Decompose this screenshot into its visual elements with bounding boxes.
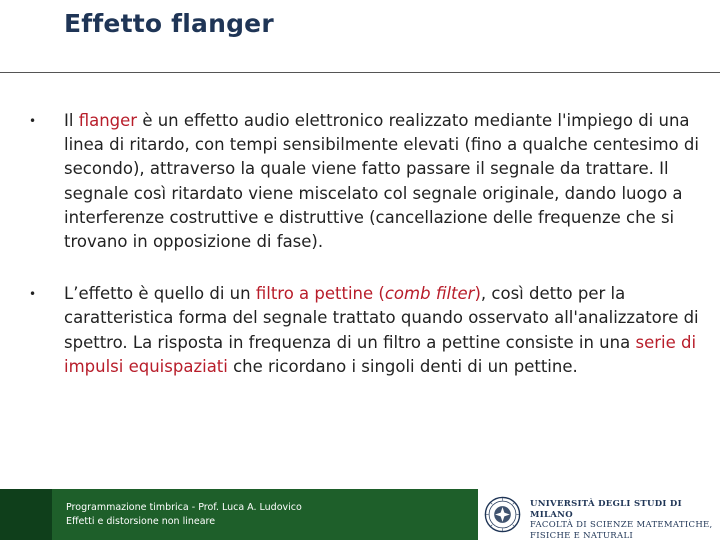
- bullet-text: [64, 109, 708, 254]
- highlight-impulse-series: serie di impulsi equispaziati: [64, 333, 696, 376]
- bullet-text-part: che ricordano i singoli denti di un pettine.: [228, 357, 578, 376]
- highlight-comb-filter-italic: comb filter: [385, 284, 475, 303]
- faculty-name-line2: FISICHE E NATURALI: [530, 531, 720, 541]
- footer-topic: Effetti e distorsione non lineare: [66, 515, 302, 529]
- slide-content: [28, 109, 708, 379]
- bullet-text-part: L’effetto è quello di un: [64, 284, 256, 303]
- bullet-dot-icon: •: [28, 282, 64, 379]
- bullet-dot-icon: •: [28, 109, 64, 254]
- university-seal-icon: [484, 496, 521, 533]
- bullet-item: [28, 109, 708, 254]
- bullet-text: [64, 282, 708, 379]
- footer-caption: [66, 501, 302, 529]
- footer-course: Programmazione timbrica - Prof. Luca A. Ludovico: [66, 501, 302, 515]
- highlight-comb-filter: filtro a pettine (: [256, 284, 385, 303]
- highlight-comb-filter-close: ): [474, 284, 480, 303]
- highlight-flanger: flanger: [79, 111, 137, 130]
- university-logo: [478, 489, 720, 540]
- bullet-text-part: , così detto per la caratteristica forma del segnale trattato quando osservato all'analizzatore di spettro. La risposta in frequenza di un filtro a pettine consiste in una: [64, 284, 699, 351]
- bullet-text-part: Il: [64, 111, 79, 130]
- slide-title: Effetto flanger: [64, 9, 274, 38]
- university-name-line1: UNIVERSITÀ DEGLI STUDI DI MILANO: [530, 499, 720, 520]
- bullet-text-part: è un effetto audio elettronico realizzato mediante l'impiego di una linea di ritardo, con tempi sensibilmente elevati (fino a qualche centesimo di secondo), attraverso la quale viene fatto passare il segnale da trattare. Il segnale così ritardato viene miscelato col segnale originale, dando luogo a interferenze costruttive e distruttive (cancellazione delle frequenze che si trovano in opposizione di fase).: [64, 111, 699, 251]
- bullet-item: [28, 282, 708, 379]
- faculty-name-line1: FACOLTÀ DI SCIENZE MATEMATICHE,: [530, 520, 720, 531]
- footer-stripe: [0, 489, 52, 540]
- university-name: [530, 499, 720, 541]
- title-divider: [0, 72, 720, 73]
